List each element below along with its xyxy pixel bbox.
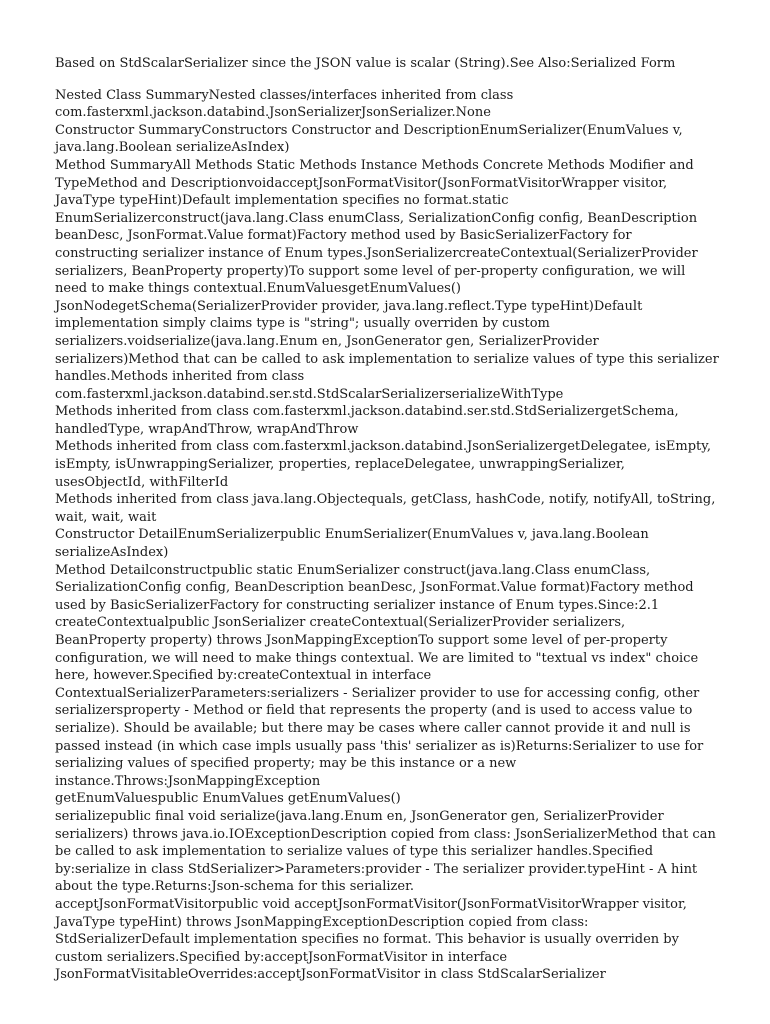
constructor-summary: Constructor SummaryConstructors Constructor and DescriptionEnumSerializer(EnumValues v, java.lang.Boolean serializeAsIndex) bbox=[55, 122, 683, 156]
inherited-methods-object: Methods inherited from class java.lang.Objectequals, getClass, hashCode, notify, notifyAll, toString, wait, wait, wait bbox=[55, 492, 716, 525]
intro-paragraph: Based on StdScalarSerializer since the JSON value is scalar (String).See Also:Serialized Form bbox=[55, 56, 676, 71]
method-detail-accept-json-format-visitor: acceptJsonFormatVisitorpublic void acceptJsonFormatVisitor(JsonFormatVisitorWrapper visitor, JavaType typeHint) throws JsonMappingExceptionDescription copied from class: StdSerializerDefault implementation specifies no format. This behavior is usually overriden by custom serializers.Specified by:acceptJsonFormatVisitor in interface JsonFormatVisitableOverrides:acceptJsonFormatVisitor in class StdScalarSerializer bbox=[55, 896, 687, 983]
method-summary: Method SummaryAll Methods Static Methods Instance Methods Concrete Methods Modifier and TypeMethod and DescriptionvoidacceptJsonFormatVisitor(JsonFormatVisitorWrapper visitor, JavaType typeHint)Default implementation specifies no format.static EnumSerializerconstruct(java.lang.Class enumClass, SerializationConfig config, BeanDescription beanDesc, JsonFormat.Value format)Factory method used by BasicSerializerFactory for constructing serializer instance of Enum types.JsonSerializercreateContextual(SerializerProvider serializers, BeanProperty property)To support some level of per-property configuration, we will need to make things contextual.EnumValuesgetEnumValues() JsonNodegetSchema(SerializerProvider provider, java.lang.reflect.Type typeHint)Default implementation simply claims type is "string"; usually overriden by custom serializers.voidserialize(java.lang.Enum en, JsonGenerator gen, SerializerProvider serializers)Method that can be called to ask implementation to serialize values of type this serializer handles.Methods inherited from class com.fasterxml.jackson.databind.ser.std.StdScalarSerializerserializeWithType bbox=[55, 157, 719, 402]
inherited-methods-stdserializer: Methods inherited from class com.fasterxml.jackson.databind.ser.std.StdSerializergetSchema, handledType, wrapAndThrow, wrapAndThrow bbox=[55, 404, 679, 437]
method-detail-construct: Method Detailconstructpublic static EnumSerializer construct(java.lang.Class enumClass, SerializationConfig config, BeanDescription beanDesc, JsonFormat.Value format)Factory method used by BasicSerializerFactory for constructing serializer instance of Enum types.Since:2.1 bbox=[55, 562, 694, 613]
method-detail-create-contextual: createContextualpublic JsonSerializer createContextual(SerializerProvider serializers, BeanProperty property) throws JsonMappingExceptionTo support some level of per-property configuration, we will need to make things contextual. We are limited to "textual vs index" choice here, however.Specified by:createContextual in interface ContextualSerializerParameters:serializers - Serializer provider to use for accessing config, other serializersproperty - Method or field that represents the property (and is used to access value to serialize). Should be available; but there may be cases where caller cannot provide it and null is passed instead (in which case impls usually pass 'this' serializer as is)Returns:Serializer to use for serializing values of specified property; may be this instance or a new instance.Throws:JsonMappingException bbox=[55, 615, 704, 789]
nested-class-summary: Nested Class SummaryNested classes/interfaces inherited from class com.fasterxml.jackson.databind.JsonSerializerJsonSerializer.None bbox=[55, 87, 514, 121]
document-page bbox=[55, 55, 719, 984]
method-detail-get-enum-values: getEnumValuespublic EnumValues getEnumValues() bbox=[55, 791, 401, 807]
constructor-detail: Constructor DetailEnumSerializerpublic EnumSerializer(EnumValues v, java.lang.Boolean serializeAsIndex) bbox=[55, 527, 649, 561]
method-detail-serialize: serializepublic final void serialize(java.lang.Enum en, JsonGenerator gen, SerializerProvider serializers) throws java.io.IOExceptionDescription copied from class: JsonSerializerMethod that can be called to ask implementation to serialize values of type this serializer handles.Specified by:serialize in class StdSerializer>Parameters:provider - The serializer provider.typeHint - A hint about the type.Returns:Json-schema for this serializer. bbox=[55, 808, 716, 895]
inherited-methods-jsonserializer: Methods inherited from class com.fasterxml.jackson.databind.JsonSerializergetDelegatee, isEmpty, isEmpty, isUnwrappingSerializer, properties, replaceDelegatee, unwrappingSerializer, usesObjectId, withFilterId bbox=[55, 439, 712, 490]
